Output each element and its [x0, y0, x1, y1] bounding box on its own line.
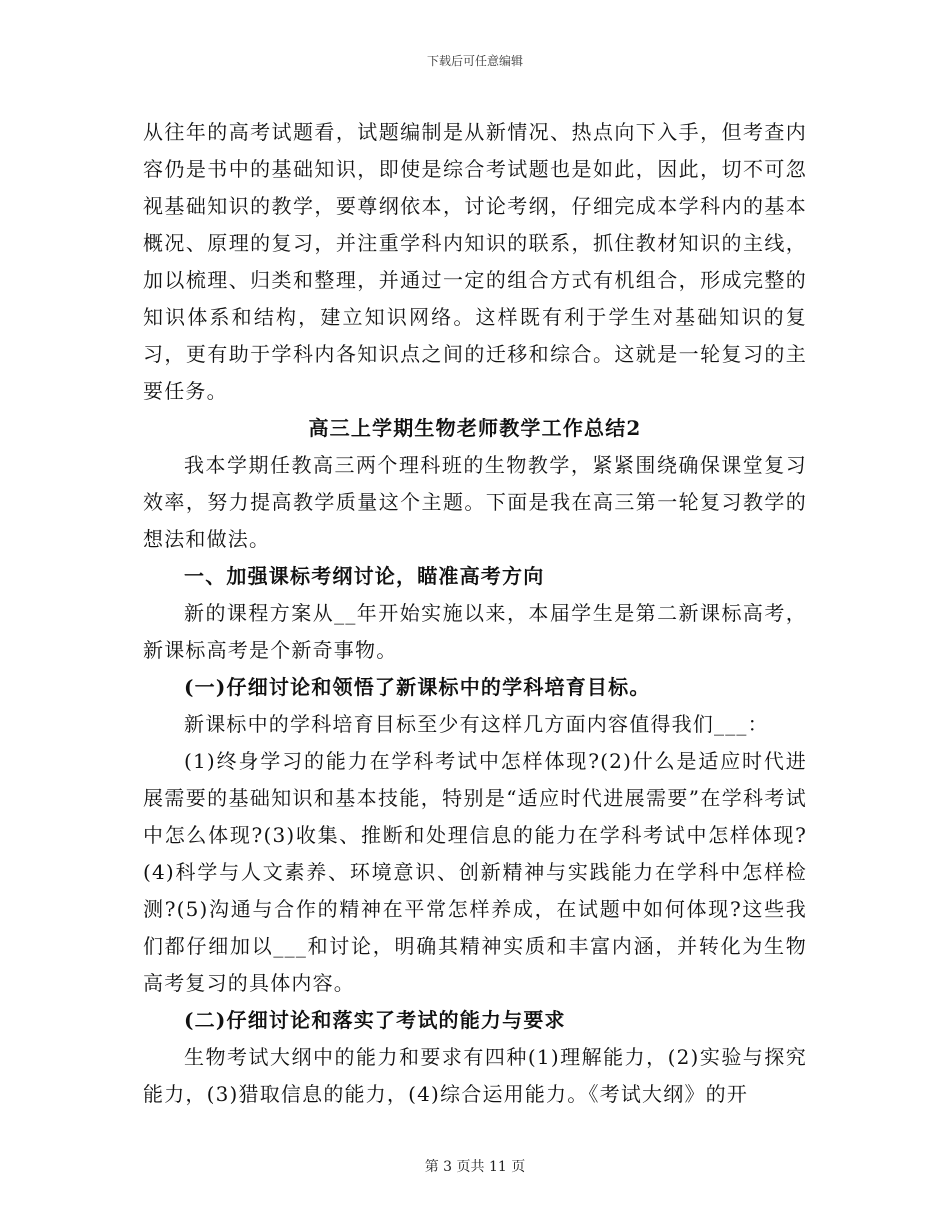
page-number-footer: 第 3 页共 11 页: [424, 1159, 526, 1175]
paragraph-intro: 我本学期任教高三两个理科班的生物教学，紧紧围绕确保课堂复习效率，努力提高教学质量这个主题。下面是我在高三第一轮复习教学的想法和做法。: [143, 453, 807, 551]
page-header: 下载后可任意编辑: [426, 54, 523, 68]
paragraph-new-curriculum: 新的课程方案从__年开始实施以来，本届学生是第二新课标高考，新课标高考是个新奇事物。: [143, 601, 807, 662]
subheading-training-goals: (一)仔细讨论和领悟了新课标中的学科培育目标。: [184, 675, 651, 699]
paragraph-review-approach: 从往年的高考试题看，试题编制是从新情况、热点向下入手，但考查内容仍是书中的基础知识，即使是综合考试题也是如此，因此，切不可忽视基础知识的教学，要尊纲依本，讨论考纲，仔细完成本学科内的基本概况、原理的复习，并注重学科内知识的联系，抓住教材知识的主线，加以梳理、归类和整理，并通过一定的组合方式有机组合，形成完整的知识体系和结构，建立知识网络。这样既有利于学生对基础知识的复习，更有助于学科内各知识点之间的迁移和综合。这就是一轮复习的主要任务。: [143, 120, 807, 403]
heading-curriculum-research: 一、加强课标考纲讨论，瞄准高考方向: [184, 564, 545, 588]
document-body: [143, 114, 807, 1113]
subheading-exam-abilities: (二)仔细讨论和落实了考试的能力与要求: [184, 1008, 566, 1032]
paragraph-goals-lead: 新课标中的学科培育目标至少有这样几方面内容值得我们___：: [184, 712, 769, 736]
section-title: 高三上学期生物老师教学工作总结2: [308, 416, 642, 440]
paragraph-goals-list: (1)终身学习的能力在学科考试中怎样体现?(2)什么是适应时代进展需要的基础知识和基本技能，特别是“适应时代进展需要”在学科考试中怎么体现?(3)收集、推断和处理信息的能力在学科考试中怎样体现?(4)科学与人文素养、环境意识、创新精神与实践能力在学科中怎样检测?(5)沟通与合作的精神在平常怎样养成，在试题中如何体现?这些我们都仔细加以___和讨论，明确其精神实质和丰富内涵，并转化为生物高考复习的具体内容。: [143, 749, 807, 995]
paragraph-exam-abilities: 生物考试大纲中的能力和要求有四种(1)理解能力，(2)实验与探究能力，(3)猎取信息的能力，(4)综合运用能力。《考试大纲》的开: [143, 1045, 807, 1106]
